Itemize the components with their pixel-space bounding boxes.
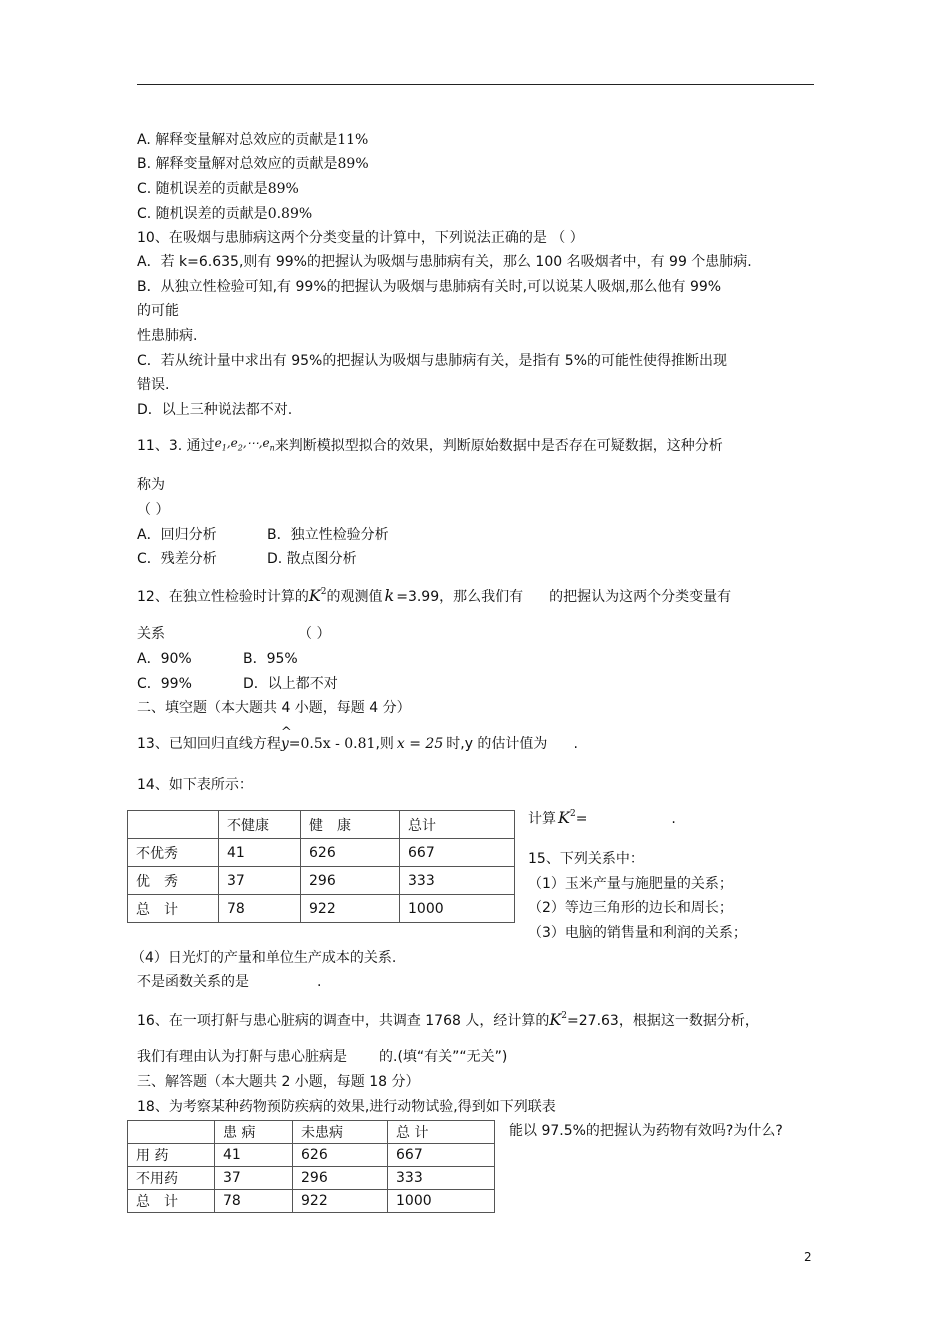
q14-stem: 14、如下表所示： [137,777,253,793]
q10-option-c: C．若从统计量中求出有 95%的把握认为吸烟与患肺病有关，是指有 5%的可能性使得推断出现 [137,353,728,369]
q12-cont: 关系 [137,626,165,642]
option-b: B. 解释变量解对总效应的贡献是89% [137,156,369,172]
q16-cont: 我们有理由认为打鼾与患心脏病是 的.(填“有关”“无关”) [137,1049,508,1065]
table-cell: 922 [301,895,400,923]
option-c-value: 89% [267,181,299,197]
q15-item-3: （3）电脑的销售量和利润的关系； [528,925,747,941]
q10-option-b-cont2: 性患肺病. [137,328,198,344]
table-cell: 296 [301,867,400,895]
option-c: C. 随机误差的贡献是89% [137,181,299,197]
table-header-cell: 不健康 [219,811,301,839]
option-b-value: 89% [337,156,369,172]
section-2-heading: 二、填空题（本大题共 4 小题，每题 4 分） [137,700,411,716]
q10-option-b: B．从独立性检验可知,有 99%的把握认为吸烟与患肺病有关时,可以说某人吸烟,那么他有 99% [137,279,722,295]
table-header-cell: 健 康 [301,811,400,839]
table-row [128,1144,495,1167]
table-row [128,839,515,867]
table-header-cell: 总计 [400,811,515,839]
q12-option-d: D．以上都不对 [243,676,338,692]
table-cell: 37 [219,867,301,895]
page-number: 2 [804,1250,812,1264]
q12-paren: （ ） [298,626,331,642]
y-hat: ^ y [280,725,292,752]
q11-option-d: D. 散点图分析 [267,551,357,567]
q11-option-b: B．独立性检验分析 [267,527,389,543]
q14-table [127,810,515,923]
q13-stem: 13、已知回归直线方程 ^ y=0.5x - 0.81,则 x = 25 时,y 的估计值为 . [137,725,578,752]
table-cell: 用 药 [128,1144,215,1167]
q11-option-c: C．残差分析 [137,551,217,567]
table-cell: 41 [219,839,301,867]
option-a-value: 11% [337,132,369,148]
q14-compute: 计算 $K^2=$ . [528,808,676,827]
q15-stem: 15、下列关系中： [528,851,644,867]
q10-stem: 10、在吸烟与患肺病这两个分类变量的计算中，下列说法正确的是 （ ） [137,230,584,246]
table-cell: 1000 [400,895,515,923]
table-cell: 37 [215,1167,293,1190]
q15-item-4: （4）日光灯的产量和单位生产成本的关系. [131,950,397,966]
section-3-heading: 三、解答题（本大题共 2 小题，每题 18 分） [137,1074,420,1090]
table-cell: 626 [301,839,400,867]
table-cell: 不用药 [128,1167,215,1190]
q11-cont: 称为 [137,477,165,493]
q10-option-c-cont: 错误. [137,377,170,393]
q10-option-a: A．若 k=6.635,则有 99%的把握认为吸烟与患肺病有关，那么 100 名吸烟者中，有 99 个患肺病. [137,254,752,270]
q16-stem: 16、在一项打鼾与患心脏病的调查中，共调查 1768 人，经计算的$K^2=27.63$，根据这一数据分析， [137,1010,759,1029]
q15-item-2: （2）等边三角形的边长和周长； [528,900,733,916]
q18-question: 能以 97.5%的把握认为药物有效吗?为什么? [509,1123,783,1139]
table-header-row [128,811,515,839]
table-cell: 总 计 [128,895,219,923]
table-row [128,1190,495,1213]
q10-option-b-cont: 的可能 [137,303,179,319]
q11-option-a: A．回归分析 [137,527,217,543]
table-cell: 总 计 [128,1190,215,1213]
table-cell: 不优秀 [128,839,219,867]
table-cell: 333 [388,1167,495,1190]
option-c-2: C. 随机误差的贡献是0.89% [137,206,313,222]
option-a: A. 解释变量解对总效应的贡献是11% [137,132,369,148]
table-cell: 667 [388,1144,495,1167]
q11-stem: 11、3. 通过$e_1,e_2,\cdots,e_n$来判断模拟型拟合的效果，判断原始数据中是否存在可疑数据，这种分析 [137,436,723,454]
table-cell: 626 [293,1144,388,1167]
q11-paren: （ ） [137,502,170,518]
table-row [128,895,515,923]
table-cell: 296 [293,1167,388,1190]
table-cell: 1000 [388,1190,495,1213]
q15-item-1: （1）玉米产量与施肥量的关系； [528,876,733,892]
table-header-cell: 患 病 [215,1121,293,1144]
table-cell: 922 [293,1190,388,1213]
table-header-cell: 未患病 [293,1121,388,1144]
q12-stem: 12、在独立性检验时计算的$K^2$的观测值 k =3.99，那么我们有 的把握认为这两个分类变量有 [137,586,732,605]
q15-answer-line: 不是函数关系的是 . [137,974,322,990]
table-row [128,1167,495,1190]
q12-option-c: C．99% [137,676,192,692]
table-cell: 优 秀 [128,867,219,895]
residual-sequence: $e_1,e_2,\cdots,e_n$ [214,436,275,453]
q10-option-d: D．以上三种说法都不对. [137,402,293,418]
q12-option-a: A．90% [137,651,192,667]
option-c2-value: 0.89% [267,206,313,222]
table-cell: 78 [215,1190,293,1213]
q18-table [127,1120,495,1213]
table-row [128,867,515,895]
table-header-cell [128,811,219,839]
header-rule [137,84,814,85]
table-header-row [128,1121,495,1144]
table-cell: 333 [400,867,515,895]
table-cell: 41 [215,1144,293,1167]
table-header-cell: 总 计 [388,1121,495,1144]
q12-option-b: B．95% [243,651,298,667]
table-cell: 667 [400,839,515,867]
q18-stem: 18、为考察某种药物预防疾病的效果,进行动物试验,得到如下列联表 [137,1099,556,1115]
table-header-cell [128,1121,215,1144]
table-cell: 78 [219,895,301,923]
